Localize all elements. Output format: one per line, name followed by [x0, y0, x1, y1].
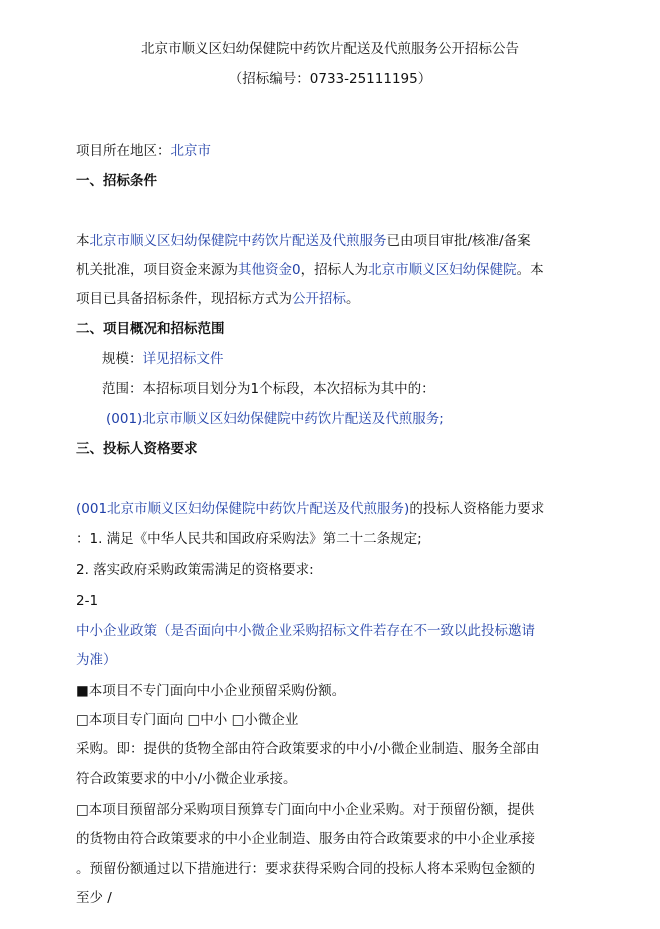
- s3-line-2: ：1. 满足《中华人民共和国政府采购法》第二十二条规定;: [76, 531, 422, 547]
- tenderer-name: 北京市顺义区妇幼保健院: [368, 262, 517, 278]
- region-line: [76, 142, 211, 160]
- s3-line-4: 2-1: [76, 593, 99, 609]
- scale-value: 详见招标文件: [142, 351, 224, 367]
- section-heading-1: 一、招标条件: [76, 173, 157, 189]
- tender-method: 公开招标: [292, 291, 346, 307]
- s3-line-14: 至少 /: [76, 890, 112, 906]
- section-heading-3: 三、投标人资格要求: [76, 441, 198, 457]
- text: 的投标人资格能力要求: [409, 501, 545, 517]
- scale-label: 规模：: [102, 351, 143, 367]
- text: ，招标人为: [300, 262, 369, 278]
- s1-line-2: [76, 261, 544, 279]
- s3-line-12: 的货物由符合政策要求的中小企业制造、服务由符合政策要求的中小企业承接: [76, 831, 535, 847]
- scale-line: [102, 350, 224, 368]
- s3-line-7: ■本项目不专门面向中小企业预留采购份额。: [76, 683, 346, 699]
- s3-line-13: 。预留份额通过以下措施进行：要求获得采购合同的投标人将本采购包金额的: [76, 861, 535, 877]
- region-label: 项目所在地区：: [76, 143, 171, 159]
- text: 项目已具备招标条件，现招标方式为: [76, 291, 292, 307]
- text: 本: [76, 233, 90, 249]
- project-name: 北京市顺义区妇幼保健院中药饮片配送及代煎服务: [89, 233, 387, 249]
- fund-source: 其他资金0: [238, 262, 301, 278]
- text: 已由项目审批/核准/备案: [386, 233, 531, 249]
- s3-line-11: □本项目预留部分采购项目预算专门面向中小企业采购。对于预留份额，提供: [76, 802, 535, 818]
- s1-line-3: [76, 290, 360, 308]
- text: 。: [346, 291, 360, 307]
- s3-line-10: 符合政策要求的中小/小微企业承接。: [76, 771, 297, 787]
- bid-number: （招标编号：0733-25111195）: [228, 71, 432, 87]
- s3-line-6: 为准）: [76, 652, 117, 668]
- s1-line-1: [76, 232, 531, 250]
- region-value: 北京市: [170, 143, 211, 159]
- text: 。本: [516, 262, 544, 278]
- section-heading-2: 二、项目概况和招标范围: [76, 321, 225, 337]
- scope-line: 范围：本招标项目划分为1个标段，本次招标为其中的：: [102, 381, 435, 397]
- text: 机关批准，项目资金来源为: [76, 262, 238, 278]
- s3-line-3: 2. 落实政府采购政策需满足的资格要求:: [76, 562, 314, 578]
- s3-line-9: 采购。即：提供的货物全部由符合政策要求的中小/小微企业制造、服务全部由: [76, 741, 540, 757]
- lot-ref: (001北京市顺义区妇幼保健院中药饮片配送及代煎服务): [76, 501, 410, 517]
- lot-line: (001)北京市顺义区妇幼保健院中药饮片配送及代煎服务;: [106, 411, 444, 427]
- s3-line-8: □本项目专门面向 □中小 □小微企业: [76, 712, 299, 728]
- s3-line-1: [76, 500, 544, 518]
- page-title: 北京市顺义区妇幼保健院中药饮片配送及代煎服务公开招标公告: [141, 41, 519, 57]
- s3-line-5: 中小企业政策（是否面向中小微企业采购招标文件若存在不一致以此投标邀请: [76, 623, 535, 639]
